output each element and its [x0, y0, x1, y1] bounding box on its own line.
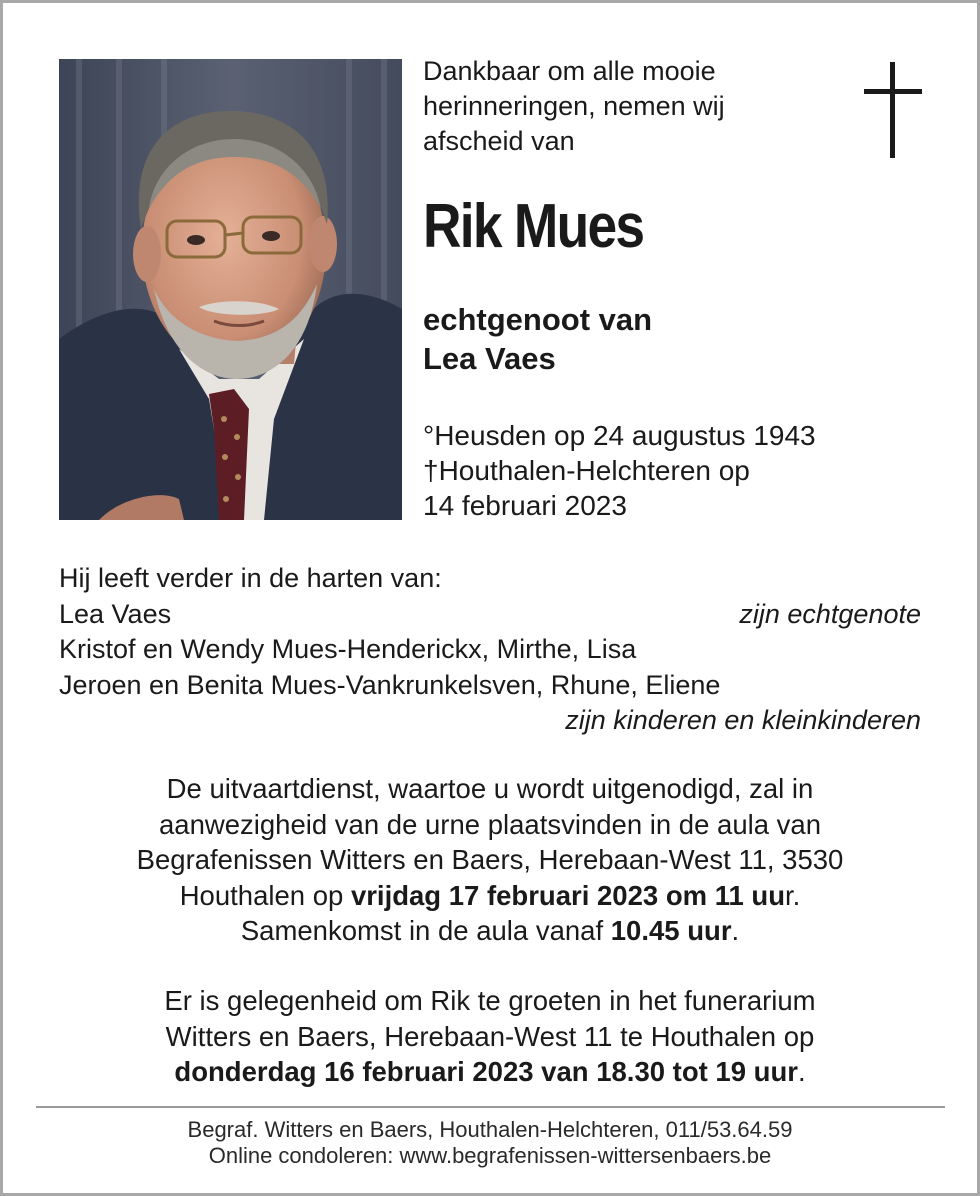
service-line: Begrafenissen Witters en Baers, Herebaan-West 11, 3530 — [136, 844, 844, 875]
cross-icon — [864, 62, 922, 158]
intro-text — [423, 54, 843, 159]
deceased-name: Rik Mues — [423, 192, 644, 261]
intro-line: herinneringen, nemen wij — [423, 91, 725, 121]
visitation-paragraph — [40, 983, 940, 1090]
survivor-row — [59, 597, 921, 633]
survivor-role: zijn kinderen en kleinkinderen — [565, 705, 921, 735]
visitation-text: . — [797, 1056, 806, 1087]
visitation-line — [40, 1054, 940, 1090]
footer — [40, 1117, 940, 1169]
funeral-home-contact: Begraf. Witters en Baers, Houthalen-Helchteren, 011/53.64.59 — [187, 1117, 793, 1142]
survivor-row: Kristof en Wendy Mues-Henderickx, Mirthe, Lisa — [59, 634, 637, 664]
relation-label: echtgenoot van — [423, 302, 653, 337]
service-text: . — [731, 915, 740, 946]
intro-line: Dankbaar om alle mooie — [423, 56, 716, 86]
visitation-datetime: donderdag 16 februari 2023 van 18.30 tot 19 uur — [174, 1056, 798, 1087]
condolence-link[interactable]: Online condoleren: www.begrafenissen-wittersenbaers.be — [208, 1143, 772, 1168]
service-line — [40, 913, 940, 949]
survivors-list — [59, 561, 921, 739]
intro-line: afscheid van — [423, 126, 575, 156]
service-text: r. — [785, 879, 801, 911]
service-line: De uitvaartdienst, waartoe u wordt uitgenodigd, zal in — [166, 773, 814, 804]
visitation-line: Er is gelegenheid om Rik te groeten in het funerarium — [164, 985, 816, 1016]
service-line: aanwezigheid van de urne plaatsvinden in de aula van — [158, 808, 821, 840]
service-line — [40, 878, 940, 914]
spouse-name: Lea Vaes — [423, 341, 556, 376]
survivor-name: Lea Vaes — [59, 598, 172, 629]
service-text: Houthalen op — [179, 879, 351, 911]
service-text: Samenkomst in de aula vanaf — [240, 915, 611, 946]
portrait-photo — [59, 59, 402, 520]
service-datetime: vrijdag 17 februari 2023 om 11 uu — [350, 879, 786, 911]
survivor-row: Jeroen en Benita Mues-Vankrunkelsven, Rhune, Eliene — [59, 669, 721, 700]
life-dates — [423, 418, 816, 523]
birth-date: °Heusden op 24 augustus 1943 — [423, 420, 816, 451]
visitation-line: Witters en Baers, Herebaan-West 11 te Houthalen op — [165, 1020, 815, 1052]
gathering-time: 10.45 uur — [610, 915, 732, 946]
survivor-role: zijn echtgenote — [739, 598, 921, 629]
service-paragraph — [40, 771, 940, 949]
death-date: 14 februari 2023 — [423, 490, 627, 521]
spouse-relation — [423, 300, 652, 378]
death-place: †Houthalen-Helchteren op — [423, 455, 750, 486]
divider — [36, 1106, 945, 1108]
survivors-heading: Hij leeft verder in de harten van: — [59, 563, 442, 593]
